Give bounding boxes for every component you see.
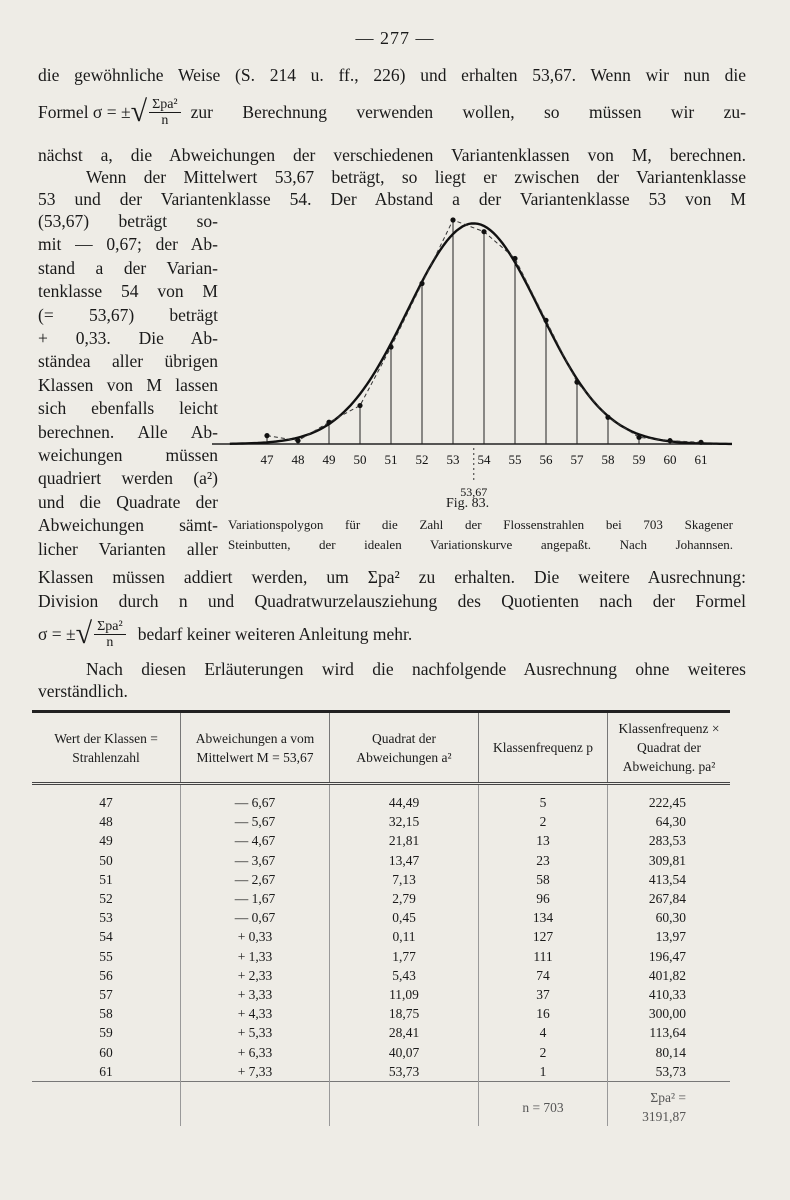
table-row: [32, 927, 730, 946]
table-cell: 58: [479, 870, 608, 889]
table-row: [32, 784, 730, 813]
side-line: und die Quadrate der: [38, 491, 218, 512]
data-point: [636, 435, 641, 440]
table-row: [32, 1062, 730, 1082]
data-point: [295, 438, 300, 443]
formula-fraction: [149, 97, 181, 128]
table-cell: 13: [479, 831, 608, 850]
table-cell: 21,81: [330, 831, 479, 850]
table-row: [32, 870, 730, 889]
table-cell: — 5,67: [181, 812, 330, 831]
table-row: [32, 985, 730, 1004]
side-line: Klassen von M lassen: [38, 374, 218, 395]
table-cell: 53,73: [330, 1062, 479, 1082]
table-cell: 32,15: [330, 812, 479, 831]
formula-suffix: zur Berechnung verwenden wollen, so müssen wir zu-: [190, 101, 746, 122]
intro-formula-line: [38, 92, 746, 132]
formula-prefix: Formel σ = ±: [38, 101, 131, 122]
table-cell: + 2,33: [181, 966, 330, 985]
table-cell: 53: [99, 910, 113, 926]
table-row: [32, 851, 730, 870]
side-line: berechnen. Alle Ab-: [38, 421, 218, 442]
body-line-2: Division durch n und Quadratwurzelausziehung des Quotienten nach der Formel: [38, 591, 746, 611]
table-cell: 51: [99, 871, 113, 887]
table-cell: — 1,67: [181, 889, 330, 908]
side-line: ständea aller übrigen: [38, 351, 218, 372]
table-cell: 74: [479, 966, 608, 985]
data-point: [264, 433, 269, 438]
table-cell: + 4,33: [181, 1004, 330, 1023]
side-line: tenklasse 54 von M: [38, 281, 218, 302]
table-cell: [330, 1082, 479, 1127]
table-cell: 23: [479, 851, 608, 870]
table-cell: — 4,67: [181, 831, 330, 850]
table-cell: 134: [479, 908, 608, 927]
data-point: [605, 415, 610, 420]
formula-numerator: Σpa²: [149, 97, 181, 113]
table-cell: + 3,33: [181, 985, 330, 1004]
tick-label: 48: [291, 452, 305, 467]
table-cell: 58: [99, 1006, 113, 1022]
table-cell: 4: [479, 1023, 608, 1042]
side-line: licher Varianten aller: [38, 538, 218, 559]
body-formula-line: [38, 612, 746, 656]
intro-line-4: Wenn der Mittelwert 53,67 beträgt, so liegt er zwischen der Variantenklasse: [86, 167, 746, 187]
side-line: + 0,33. Die Ab-: [38, 328, 218, 349]
sum-n-cell: n = 703: [479, 1082, 608, 1127]
table-cell: 47: [99, 795, 113, 810]
tick-label: 49: [322, 452, 336, 467]
table-cell: 1: [479, 1062, 608, 1082]
intro-line-5: 53 und der Variantenklasse 54. Der Abstand a der Variantenklasse 53 von M: [38, 189, 746, 209]
side-text: [38, 210, 218, 561]
table-cell: 283,53: [608, 831, 731, 850]
figure-label: Fig. 83.: [446, 496, 490, 511]
table-row: [32, 947, 730, 966]
data-point: [326, 420, 331, 425]
column-header: Abweichungen a vom Mittelwert M = 53,67: [181, 712, 330, 784]
table-row: [32, 889, 730, 908]
table-cell: 13,97: [608, 927, 731, 946]
table-cell: 309,81: [608, 851, 731, 870]
tick-label: 56: [539, 452, 553, 467]
table-cell: 111: [479, 947, 608, 966]
table-cell: 222,45: [608, 784, 731, 813]
table-cell: 413,54: [608, 870, 731, 889]
sqrt-symbol: √: [130, 95, 148, 128]
data-point: [450, 217, 455, 222]
body-line-1: Klassen müssen addiert werden, um Σpa² zu erhalten. Die weitere Ausrechnung:: [38, 567, 746, 587]
table-cell: 61: [99, 1063, 113, 1079]
data-point: [419, 281, 424, 286]
table-cell: 13,47: [330, 851, 479, 870]
sum-pa2-cell: Σpa² = 3191,87: [608, 1082, 731, 1127]
table-cell: + 0,33: [181, 927, 330, 946]
table-row: [32, 1004, 730, 1023]
table-row: [32, 908, 730, 927]
figure-caption-line-1: Variationspolygon für die Zahl der Flossenstrahlen bei 703 Skagener: [228, 517, 733, 532]
table-cell: 96: [479, 889, 608, 908]
table-cell: 55: [99, 948, 113, 964]
table-cell: 40,07: [330, 1043, 479, 1062]
tick-label: 53: [446, 452, 460, 467]
tick-label: 58: [601, 452, 615, 467]
formula2-fraction: [94, 619, 126, 650]
sqrt-symbol: √: [75, 617, 93, 650]
side-line: Abweichungen sämt-: [38, 515, 218, 536]
table-cell: 60: [99, 1044, 113, 1060]
tick-label: 50: [353, 452, 367, 467]
table-row: [32, 1023, 730, 1042]
table-cell: 37: [479, 985, 608, 1004]
data-point: [543, 318, 548, 323]
table-cell: 53,73: [608, 1062, 731, 1082]
table-cell: 5: [479, 784, 608, 813]
intro-line-3: nächst a, die Abweichungen der verschiedenen Variantenklassen von M, berechnen.: [38, 145, 746, 165]
intro-line-1: die gewöhnliche Weise (S. 214 u. ff., 226) und erhalten 53,67. Wenn wir nun die: [38, 65, 746, 85]
tick-label: 57: [570, 452, 584, 467]
table-cell: 5,43: [330, 966, 479, 985]
table-cell: + 7,33: [181, 1062, 330, 1082]
tick-label: 59: [632, 452, 646, 467]
table-header-row: [32, 712, 730, 784]
table-cell: 2: [479, 812, 608, 831]
table-cell: 2: [479, 1043, 608, 1062]
table-cell: 18,75: [330, 1004, 479, 1023]
table-cell: + 1,33: [181, 947, 330, 966]
table-cell: 57: [99, 987, 113, 1003]
table-cell: 410,33: [608, 985, 731, 1004]
tick-label: 60: [663, 452, 677, 467]
table-row: [32, 812, 730, 831]
side-line: stand a der Varian-: [38, 257, 218, 278]
tick-label: 51: [384, 452, 398, 467]
formula-denominator: n: [161, 112, 169, 128]
formula2-numerator: Σpa²: [94, 619, 126, 635]
table-cell: 48: [99, 814, 113, 830]
table-cell: 127: [479, 927, 608, 946]
table-sum-row: [32, 1082, 730, 1127]
data-point: [357, 403, 362, 408]
table-cell: — 6,67: [181, 784, 330, 813]
table-row: [32, 966, 730, 985]
page-number: — 277 —: [355, 28, 435, 48]
table-cell: — 2,67: [181, 870, 330, 889]
data-point: [667, 438, 672, 443]
deviation-table: [32, 710, 730, 1126]
table-cell: [181, 1082, 330, 1127]
table-cell: 80,14: [608, 1043, 731, 1062]
body-para2-line-1: Nach diesen Erläuterungen wird die nachfolgende Ausrechnung ohne weiteres: [86, 659, 746, 679]
tick-label: 52: [415, 452, 429, 467]
table-cell: 28,41: [330, 1023, 479, 1042]
table-cell: — 0,67: [181, 908, 330, 927]
table-row: [32, 1043, 730, 1062]
data-point: [481, 229, 486, 234]
column-header: Quadrat der Abweichungen a²: [330, 712, 479, 784]
variation-polygon-chart: [212, 212, 732, 502]
column-header: Klassenfrequenz × Quadrat der Abweichung. pa²: [608, 712, 731, 784]
table-row: [32, 831, 730, 850]
table-cell: 401,82: [608, 966, 731, 985]
table-cell: 11,09: [330, 985, 479, 1004]
table-cell: 49: [99, 833, 113, 849]
table-cell: 54: [99, 929, 113, 945]
column-header: Klassenfrequenz p: [479, 712, 608, 784]
side-line: mit — 0,67; der Ab-: [38, 234, 218, 255]
side-line: sich ebenfalls leicht: [38, 398, 218, 419]
ideal-curve: [230, 223, 732, 444]
mean-label: 53,67: [460, 485, 488, 499]
data-point: [388, 344, 393, 349]
table-cell: 59: [99, 1025, 113, 1041]
side-line: quadriert werden (a²): [38, 468, 218, 489]
table-cell: 52: [99, 891, 113, 907]
table-cell: 1,77: [330, 947, 479, 966]
table-cell: 56: [99, 967, 113, 983]
table-cell: 267,84: [608, 889, 731, 908]
data-point: [574, 380, 579, 385]
table-cell: + 6,33: [181, 1043, 330, 1062]
data-point: [698, 440, 703, 445]
figure-caption-line-2: Steinbutten, der idealen Variationskurve angepaßt. Nach Johannsen.: [228, 537, 733, 552]
table-cell: 300,00: [608, 1004, 731, 1023]
table-cell: 0,11: [330, 927, 479, 946]
table-cell: + 5,33: [181, 1023, 330, 1042]
table-cell: 44,49: [330, 784, 479, 813]
table-cell: 16: [479, 1004, 608, 1023]
table-cell: [32, 1082, 181, 1127]
table-cell: 60,30: [608, 908, 731, 927]
tick-label: 54: [477, 452, 491, 467]
table-cell: 196,47: [608, 947, 731, 966]
tick-label: 47: [260, 452, 274, 467]
tick-label: 55: [508, 452, 522, 467]
tick-label: 61: [694, 452, 708, 467]
side-line: (53,67) beträgt so-: [38, 211, 218, 231]
column-header: Wert der Klassen = Strahlenzahl: [54, 730, 158, 765]
side-line: (= 53,67) beträgt: [38, 304, 218, 325]
table-cell: 50: [99, 852, 113, 868]
table-cell: — 3,67: [181, 851, 330, 870]
table-cell: 2,79: [330, 889, 479, 908]
table-cell: 64,30: [608, 812, 731, 831]
side-line: weichungen müssen: [38, 445, 218, 466]
table-cell: 7,13: [330, 870, 479, 889]
data-point: [512, 256, 517, 261]
formula2-suffix: bedarf keiner weiteren Anleitung mehr.: [137, 623, 413, 644]
table-cell: 113,64: [608, 1023, 731, 1042]
formula2-prefix: σ = ±: [38, 623, 76, 644]
formula2-denominator: n: [106, 634, 114, 650]
table-cell: 0,45: [330, 908, 479, 927]
body-para2-line-2: verständlich.: [38, 681, 128, 701]
